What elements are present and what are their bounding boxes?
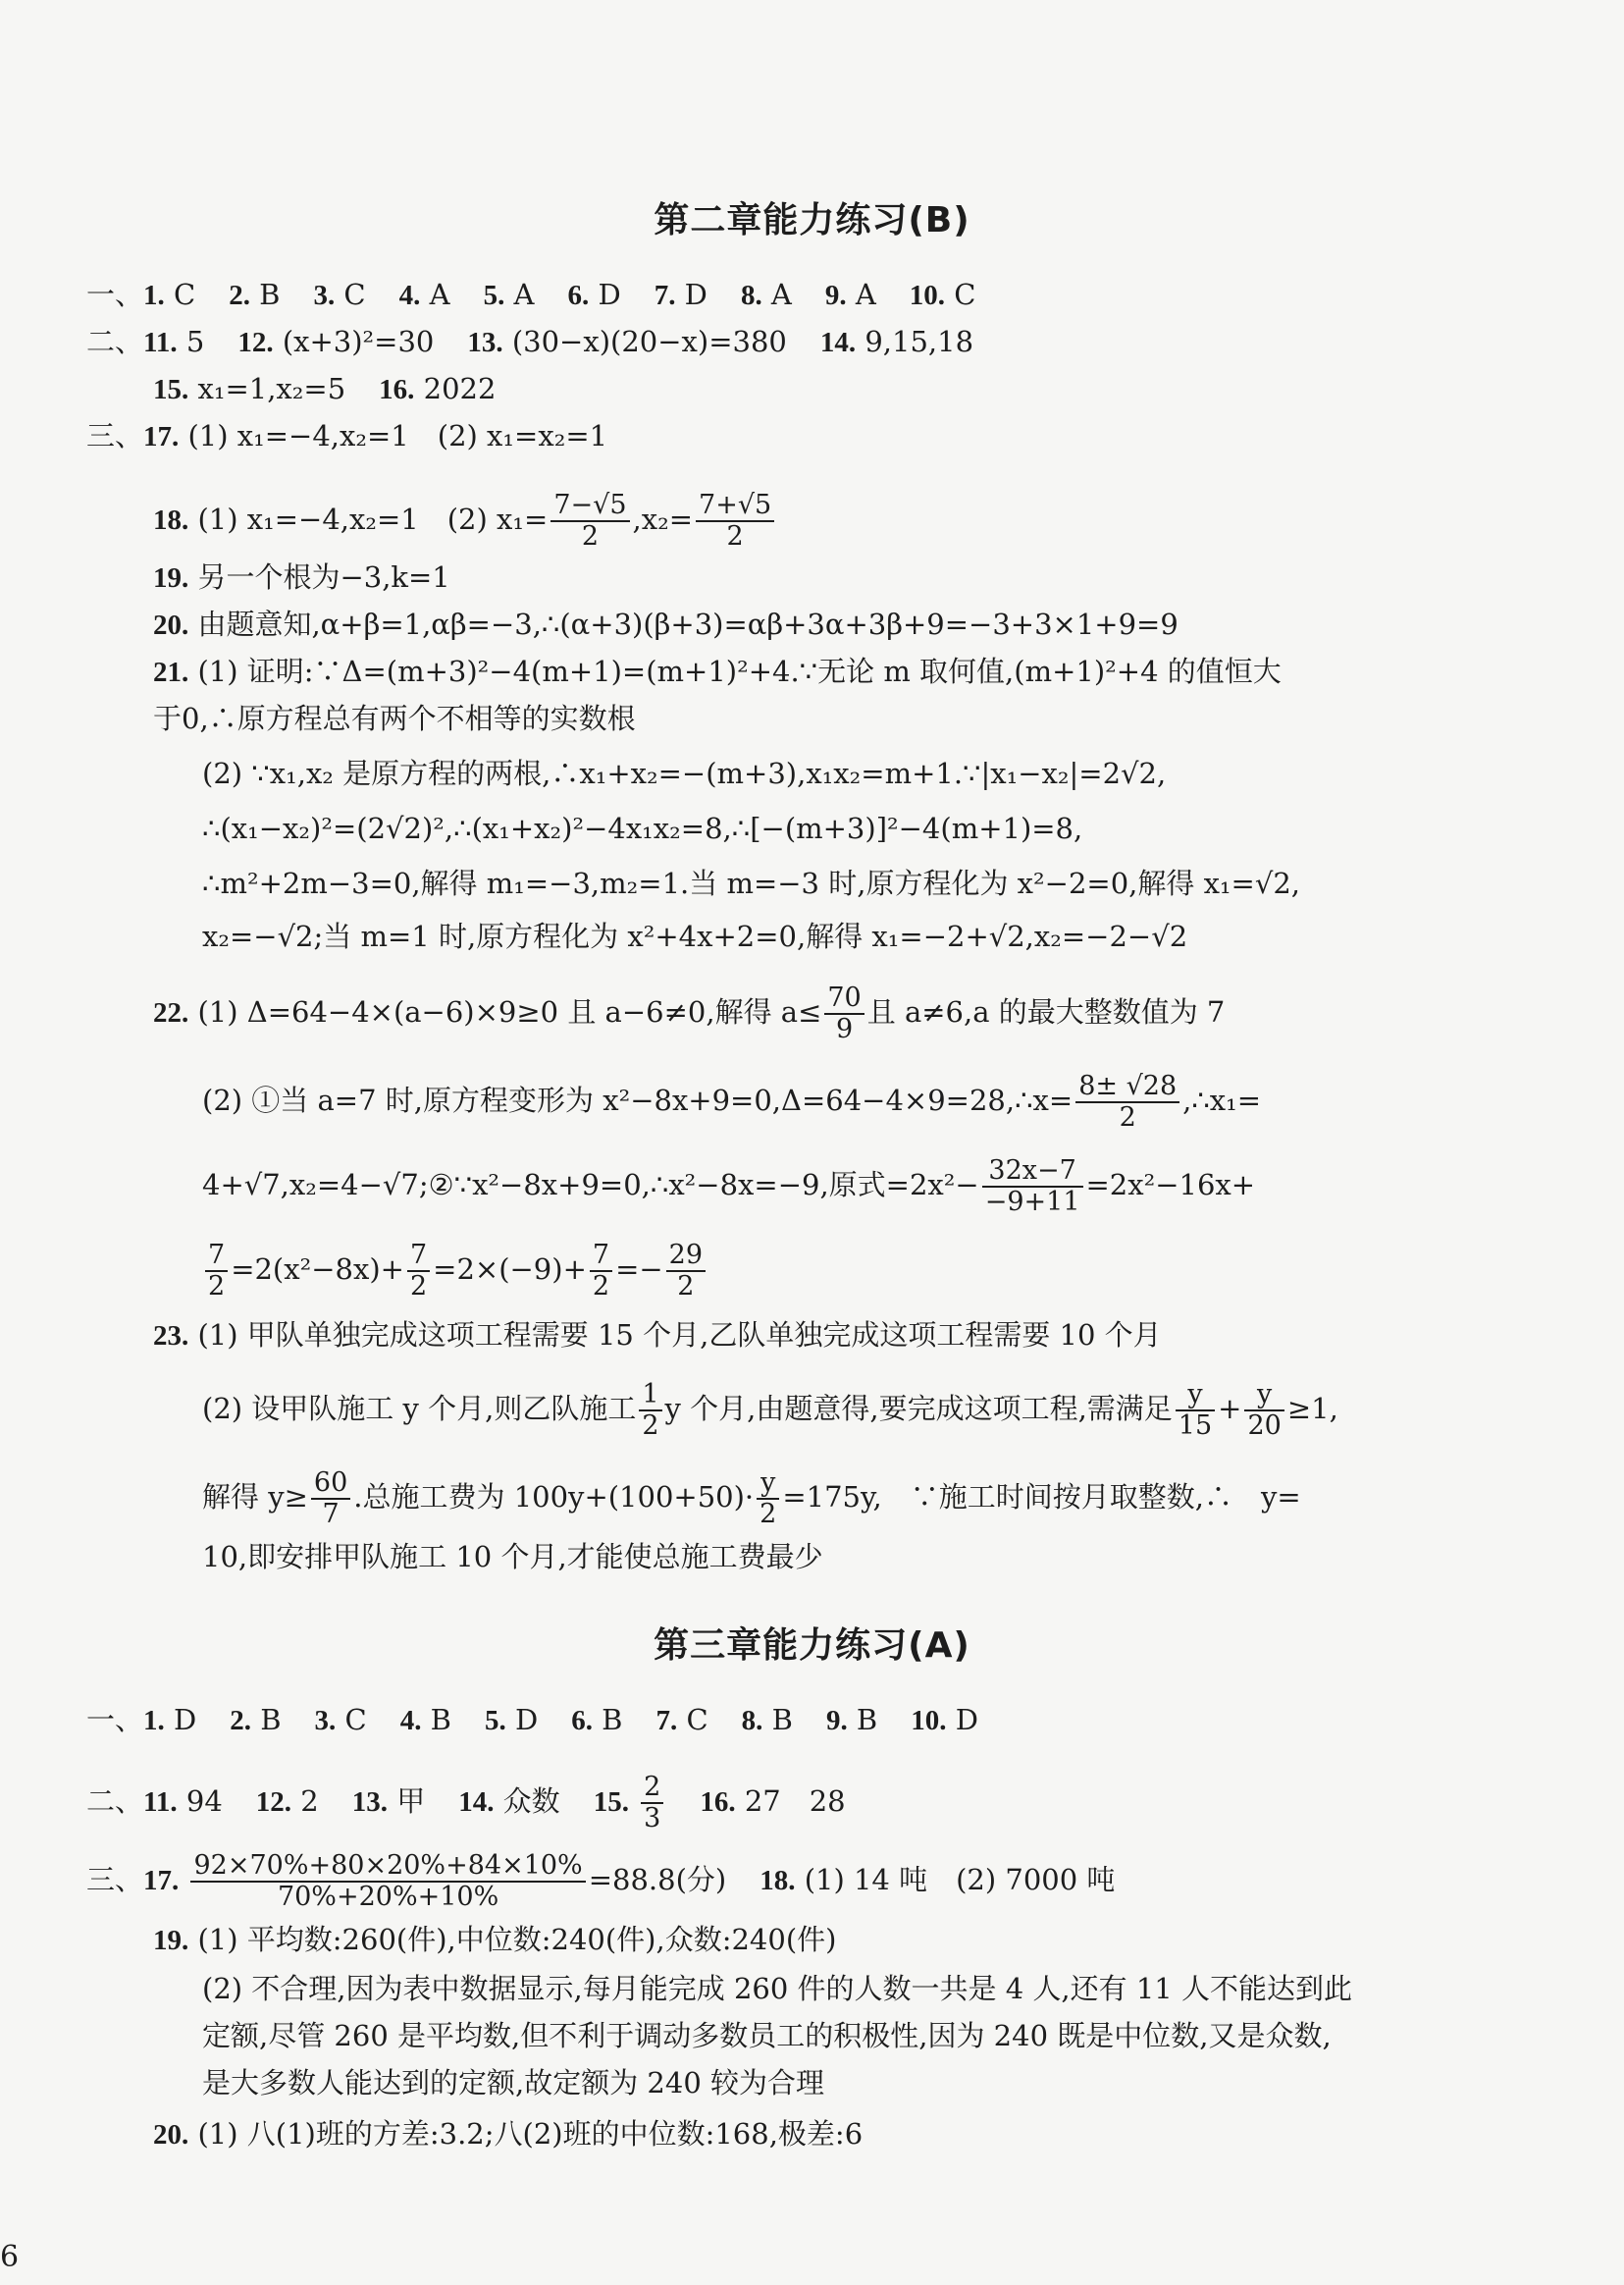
answer-letter: C	[336, 1703, 367, 1736]
question-number: 6.	[567, 280, 590, 311]
question-number: 7.	[655, 1705, 678, 1736]
answer-letter: C	[335, 278, 366, 311]
choice-answer	[741, 278, 792, 311]
answer-letter: A	[504, 278, 535, 311]
answer-letter: B	[592, 1703, 623, 1736]
answer-row-b-22: 22. (1) Δ=64−4×(a−6)×9≥0 且 a−6≠0,解得 a≤ $\frac{70}{9}$ 且 a≠6,a 的最大整数值为 7	[153, 983, 1226, 1044]
question-number: 8.	[741, 1705, 763, 1736]
question-number: 6.	[571, 1705, 593, 1736]
fraction: $\frac{1}{2}$	[639, 1380, 661, 1440]
answer-letter: B	[847, 1703, 878, 1736]
fraction: $\frac{60}{7}$	[311, 1468, 350, 1528]
answer-letter: D	[946, 1703, 978, 1736]
answer-line: (2) 设甲队施工 y 个月,则乙队施工 $\frac{1}{2}$ y 个月,由题意得,要完成这项工程,需满足 $\frac{y}{15}$ + $\frac{y}{20}$ ≥1,	[202, 1379, 1338, 1441]
answer-row-b-15-16: 15. x₁=1,x₂=5 16. 2022	[153, 372, 497, 405]
answer-letter: B	[762, 1703, 793, 1736]
choice-answer	[825, 278, 876, 311]
choice-answer	[656, 1703, 708, 1736]
question-number: 4.	[398, 280, 421, 311]
fraction: $\frac{7+√5}{2}$	[696, 491, 774, 551]
answer-line: (2) 不合理,因为表中数据显示,每月能完成 260 件的人数一共是 4 人,还有 11 人不能达到此	[202, 1972, 1352, 2005]
fraction: $\frac{y}{2}$	[757, 1468, 779, 1528]
answer-line: $\frac{7}{2}$ =2(x²−8x)+ $\frac{7}{2}$ =2×(−9)+ $\frac{7}{2}$ =− $\frac{29}{2}$	[202, 1235, 708, 1303]
answer-letter: A	[846, 278, 876, 311]
answer-line: 定额,尽管 260 是平均数,但不利于调动多数员工的积极性,因为 240 既是中位数,又是众数,	[202, 2019, 1332, 2052]
choice-answer	[484, 278, 535, 311]
question-number: 3.	[314, 1705, 337, 1736]
section-title-chapter3-a: 第三章能力练习(A)	[654, 1625, 970, 1666]
choice-answer	[826, 1703, 877, 1736]
fraction: $\frac{7}{2}$	[407, 1241, 430, 1301]
answer-line: x₂=−√2;当 m=1 时,原方程化为 x²+4x+2=0,解得 x₁=−2+√2,x₂=−2−√2	[202, 920, 1188, 953]
question-number: 4.	[399, 1705, 422, 1736]
fraction: $\frac{7-√5}{2}$	[550, 491, 629, 551]
answer-row-a-17-18: 三、17. $\frac{92\times 70\%+80\times 20\%+84\times 10\%}{70\%+20\%+10\%}$ =88.8(分) 18. (1) 14 吨 (2) 7000 吨	[86, 1850, 1116, 1912]
fraction: $\frac{7}{2}$	[590, 1241, 612, 1301]
answer-row-b-23: 23. (1) 甲队单独完成这项工程需要 15 个月,乙队单独完成这项工程需要 10 个月	[153, 1318, 1162, 1352]
answer-row-a-19: 19. (1) 平均数:260(件),中位数:240(件),众数:240(件)	[153, 1923, 837, 1956]
answer-letter: D	[505, 1703, 539, 1736]
fraction: $\frac{92\times 70\%+80\times 20\%+84\times 10\%}{70\%+20\%+10\%}$	[190, 1851, 585, 1911]
answer-line: 4+√7,x₂=4−√7;②∵x²−8x+9=0,∴x²−8x=−9,原式=2x²− $\frac{32x-7}{-9+11}$ =2x²−16x+	[202, 1155, 1256, 1217]
question-number: 1.	[143, 280, 165, 311]
choice-answer	[571, 1703, 622, 1736]
question-number: 5.	[483, 280, 505, 311]
answer-letter: A	[761, 278, 792, 311]
question-number: 5.	[484, 1705, 506, 1736]
answer-line: ∴(x₁−x₂)²=(2√2)²,∴(x₁+x₂)²−4x₁x₂=8,∴[−(m+3)]²−4(m+1)=8,	[202, 812, 1083, 845]
answer-row-b-19: 19. 另一个根为−3,k=1	[153, 560, 450, 594]
choice-answer	[910, 278, 976, 311]
section-title-chapter2-b: 第二章能力练习(B)	[654, 200, 970, 240]
choice-answers-b	[143, 278, 975, 311]
question-number: 9.	[824, 280, 847, 311]
answer-letter: C	[677, 1703, 708, 1736]
answer-line: 于0,∴原方程总有两个不相等的实数根	[153, 702, 636, 735]
answer-letter: B	[251, 1703, 282, 1736]
answer-row-a-fill: 二、11. 94 12. 2 13. 甲 14. 众数 15. $\frac{2}{3}$ 16. 27 28	[86, 1772, 846, 1833]
choice-answer	[399, 278, 450, 311]
answer-line: 解得 y≥ $\frac{60}{7}$ .总施工费为 100y+(100+50)· $\frac{y}{2}$ =175y, ∵施工时间按月取整数,∴ y=	[202, 1467, 1301, 1529]
choice-answer	[742, 1703, 793, 1736]
answer-letter: B	[249, 278, 281, 311]
fraction: $\frac{2}{3}$	[641, 1773, 663, 1833]
fraction: $\frac{7}{2}$	[205, 1241, 228, 1301]
choice-answer	[315, 1703, 367, 1736]
fraction: $\frac{32x-7}{-9+11}$	[982, 1156, 1083, 1216]
answer-letter: D	[589, 278, 621, 311]
answer-letter: C	[164, 278, 196, 311]
choice-answer	[230, 1703, 281, 1736]
answer-line: ∴m²+2m−3=0,解得 m₁=−3,m₂=1.当 m=−3 时,原方程化为 x²−2=0,解得 x₁=√2,	[202, 867, 1301, 900]
answer-line: 是大多数人能达到的定额,故定额为 240 较为合理	[202, 2066, 825, 2099]
fraction: $\frac{8\pm √28}{2}$	[1075, 1072, 1179, 1132]
choice-answer	[567, 278, 620, 311]
question-number: 10.	[911, 1705, 947, 1736]
question-number: 2.	[229, 280, 250, 311]
question-number: 2.	[230, 1705, 251, 1736]
answer-row-b-18: 18. (1) x₁=−4,x₂=1 (2) x₁= $\frac{7-√5}{2}$ ,x₂= $\frac{7+√5}{2}$	[153, 485, 777, 555]
fraction: $\frac{y}{15}$	[1176, 1380, 1215, 1440]
choice-answer	[229, 278, 280, 311]
answer-line: (2) ∵x₁,x₂ 是原方程的两根,∴x₁+x₂=−(m+3),x₁x₂=m+1.∵|x₁−x₂|=2√2,	[202, 757, 1167, 790]
fraction: $\frac{70}{9}$	[824, 983, 864, 1043]
answer-row-a-20: 20. (1) 八(1)班的方差:3.2;八(2)班的中位数:168,极差:6	[153, 2117, 864, 2151]
answer-row-b-17: 三、17. (1) x₁=−4,x₂=1 (2) x₁=x₂=1	[86, 419, 608, 452]
fraction: $\frac{y}{20}$	[1244, 1380, 1283, 1440]
answer-row-a-choice: 一、1. D 2. B 3. C 4. B 5. D 6. B 7. C 8. B 9. B 10. D	[86, 1703, 978, 1736]
answer-line: (2) ①当 a=7 时,原方程变形为 x²−8x+9=0,Δ=64−4×9=28,∴x= $\frac{8\pm √28}{2}$ ,∴x₁=	[202, 1071, 1262, 1133]
choice-answer	[313, 278, 365, 311]
fraction: $\frac{29}{2}$	[666, 1241, 706, 1301]
question-number: 1.	[143, 1705, 165, 1736]
answer-letter: D	[675, 278, 707, 311]
choice-answers-a	[143, 1703, 978, 1736]
answer-letter: B	[421, 1703, 451, 1736]
question-number: 8.	[740, 280, 762, 311]
answer-row-b-fill: 二、11. 5 12. (x+3)²=30 13. (30−x)(20−x)=380 14. 9,15,18	[86, 325, 974, 358]
choice-answer	[400, 1703, 451, 1736]
answer-row-b-20: 20. 由题意知,α+β=1,αβ=−3,∴(α+3)(β+3)=αβ+3α+3β+9=−3+3×1+9=9	[153, 608, 1179, 641]
choice-answer	[485, 1703, 538, 1736]
answer-row-b-21: 21. (1) 证明:∵Δ=(m+3)²−4(m+1)=(m+1)²+4.∵无论 m 取何值,(m+1)²+4 的值恒大	[153, 655, 1282, 688]
choice-answer	[143, 1703, 196, 1736]
answer-letter: A	[420, 278, 450, 311]
question-number: 9.	[825, 1705, 848, 1736]
choice-answer	[911, 1703, 978, 1736]
choice-answer	[655, 278, 707, 311]
question-number: 10.	[909, 280, 946, 311]
answer-letter: C	[945, 278, 976, 311]
answer-letter: D	[164, 1703, 197, 1736]
answer-row-b-choice: 一、1. C 2. B 3. C 4. A 5. A 6. D 7. D 8. A 9. A 10. C	[86, 278, 976, 311]
answer-line: 10,即安排甲队施工 10 个月,才能使总施工费最少	[202, 1540, 823, 1573]
page-number: 6	[0, 2240, 20, 2274]
choice-answer	[143, 278, 195, 311]
question-number: 7.	[654, 280, 676, 311]
question-number: 3.	[313, 280, 336, 311]
